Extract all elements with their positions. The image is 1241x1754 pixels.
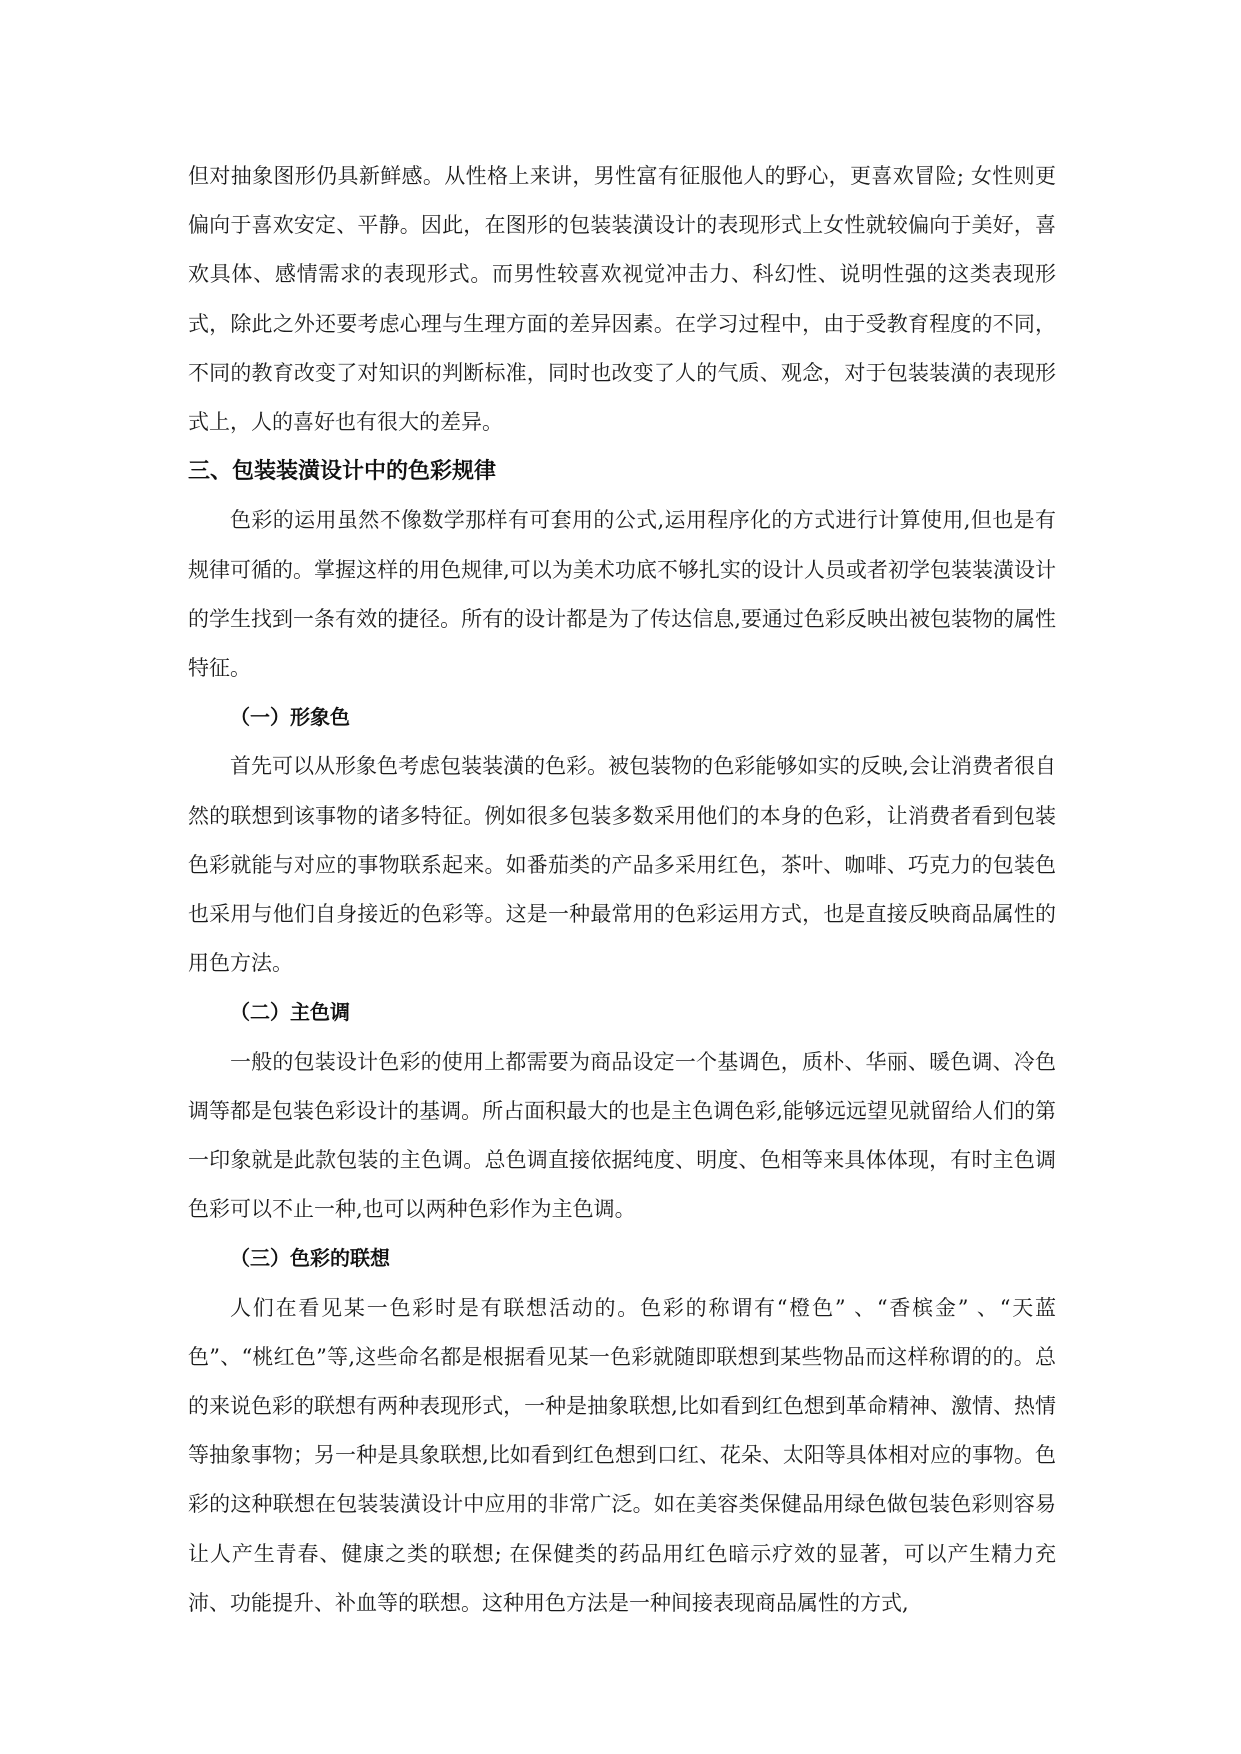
section-heading-color-rules: 三、包装装潢设计中的色彩规律 [188,459,497,485]
paragraph-color-rules-intro: 色彩的运用虽然不像数学那样有可套用的公式,运用程序化的方式进行计算使用,但也是有规律可循的。掌握这样的用色规律,可以为美术功底不够扎实的设计人员或者初学包装装潢设计的学生找到一条有效的捷径。所有的设计都是为了传达信息,要通过色彩反映出被包装物的属性特征。 [188,508,1056,681]
paragraph-image-color: 首先可以从形象色考虑包装装潢的色彩。被包装物的色彩能够如实的反映,会让消费者很自然的联想到该事物的诸多特征。例如很多包装多数采用他们的本身的色彩，让消费者看到包装色彩就能与对应的事物联系起来。如番茄类的产品多采用红色，茶叶、咖啡、巧克力的包装色也采用与他们自身接近的色彩等。这是一种最常用的色彩运用方式，也是直接反映商品属性的用色方法。 [188,754,1056,976]
paragraph-color-association: 人们在看见某一色彩时是有联想活动的。色彩的称谓有“橙色” 、“香槟金” 、“天蓝色”、“桃红色”等,这些命名都是根据看见某一色彩就随即联想到某些物品而这样称谓的的。总的来说色彩的联想有两种表现形式，一种是抽象联想,比如看到红色想到革命精神、激情、热情等抽象事物；另一种是具象联想,比如看到红色想到口红、花朵、太阳等具体相对应的事物。色彩的这种联想在包装装潢设计中应用的非常广泛。如在美容类保健品用绿色做包装色彩则容易让人产生青春、健康之类的联想; 在保健类的药品用红色暗示疗效的显著，可以产生精力充沛、功能提升、补血等的联想。这种用色方法是一种间接表现商品属性的方式, [188,1295,1056,1615]
document-page [188,152,1056,1628]
paragraph-gender-preferences: 但对抽象图形仍具新鲜感。从性格上来讲，男性富有征服他人的野心，更喜欢冒险; 女性则更偏向于喜欢安定、平静。因此，在图形的包装装潢设计的表现形式上女性就较偏向于美好，喜欢具体、感情需求的表现形式。而男性较喜欢视觉冲击力、科幻性、说明性强的这类表现形式，除此之外还要考虑心理与生理方面的差异因素。在学习过程中，由于受教育程度的不同，不同的教育改变了对知识的判断标准，同时也改变了人的气质、观念，对于包装装潢的表现形式上，人的喜好也有很大的差异。 [188,164,1056,435]
subheading-color-association: （三）色彩的联想 [230,1246,390,1271]
subheading-image-color: （一）形象色 [230,705,350,730]
paragraph-main-tone: 一般的包装设计色彩的使用上都需要为商品设定一个基调色，质朴、华丽、暖色调、冷色调等都是包装色彩设计的基调。所占面积最大的也是主色调色彩,能够远远望见就留给人们的第一印象就是此款包装的主色调。总色调直接依据纯度、明度、色相等来具体体现，有时主色调色彩可以不止一种,也可以两种色彩作为主色调。 [188,1049,1056,1222]
subheading-main-tone: （二）主色调 [230,1000,350,1025]
